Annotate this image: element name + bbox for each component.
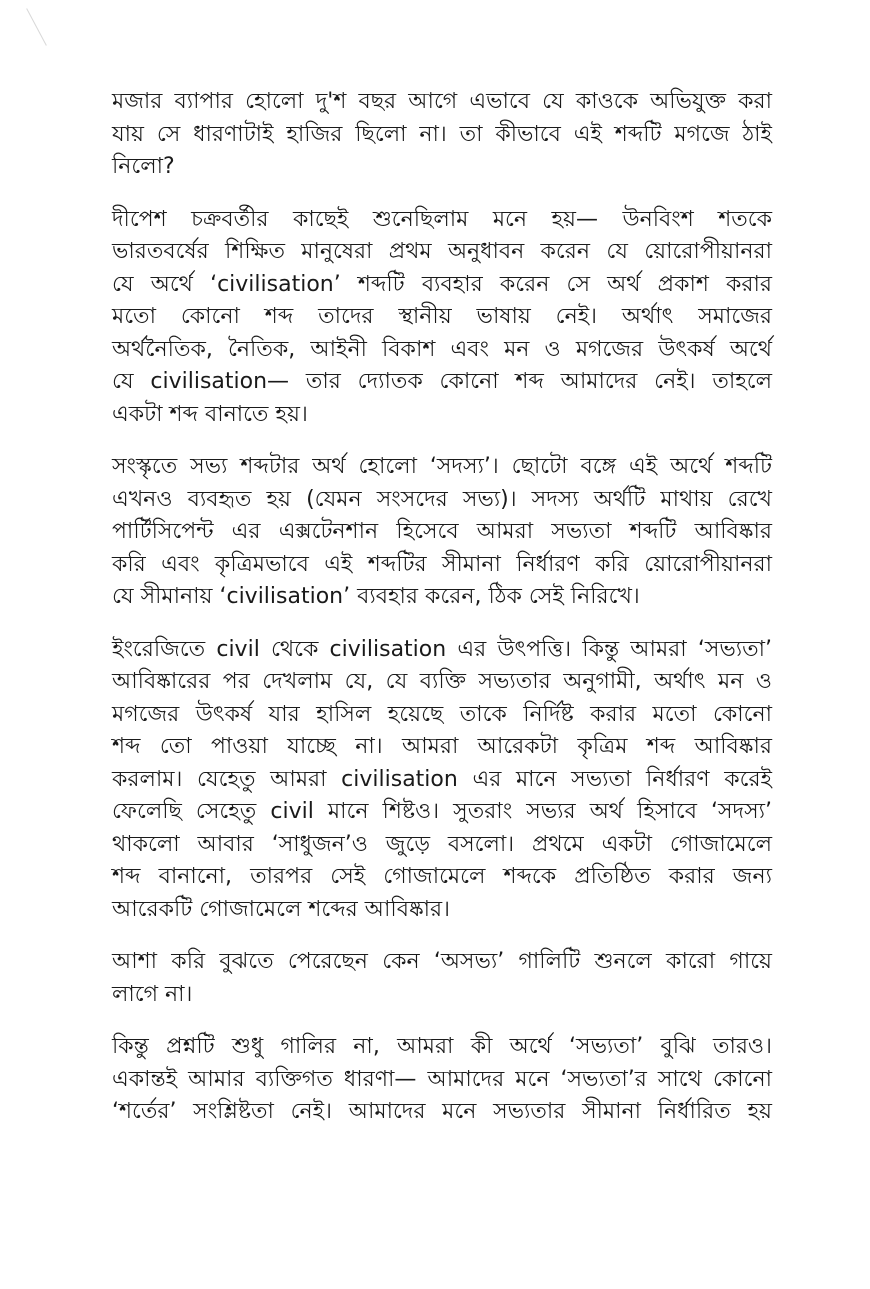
text-line: করি এবং কৃত্রিমভাবে এই শব্দটির সীমানা নির্ধারণ করি য়োরোপীয়ানরা: [112, 551, 772, 577]
text-line: শব্দ তো পাওয়া যাচ্ছে না। আমরা আরেকটা কৃত্রিম শব্দ আবিষ্কার: [112, 734, 772, 759]
text-line: কিন্তু প্রশ্নটি শুধু গালির না, আমরা কী অর্থে ‘সভ্যতা’ বুঝি তারও।: [112, 1034, 772, 1059]
text-line: মগজের উৎকর্ষ যার হাসিল হয়েছে তাকে নির্দিষ্ট করার মতো কোনো: [112, 701, 772, 727]
text-line: যে civilisation— তার দ্যোতক কোনো শব্দ আমাদের নেই। তাহলে: [112, 369, 772, 394]
paragraph: [112, 451, 772, 614]
text-line: যে অর্থে ‘civilisation’ শব্দটি ব্যবহার করেন সে অর্থ প্রকাশ করার: [112, 271, 772, 297]
text-line: আরেকটি গোজামেলে শব্দের আবিষ্কার।: [112, 896, 450, 922]
text-line: আশা করি বুঝতে পেরেছেন কেন ‘অসভ্য’ গালিটি শুনলে কারো গায়ে: [112, 949, 772, 974]
text-line: মজার ব্যাপার হোলো দু'শ বছর আগে এভাবে যে কাওকে অভিযুক্ত করা: [112, 89, 772, 114]
paragraph: [112, 1031, 772, 1129]
text-line: নিলো?: [112, 154, 175, 179]
text-line: এখনও ব্যবহৃত হয় (যেমন সংসদের সভ্য)। সদস্য অর্থটি মাথায় রেখে: [112, 486, 772, 512]
paragraph: [112, 86, 772, 184]
text-line: করলাম। যেহেতু আমরা civilisation এর মানে সভ্যতা নির্ধারণ করেই: [112, 766, 772, 792]
text-line: থাকলো আবার ‘সাধুজন’ও জুড়ে বসলো। প্রথমে একটা গোজামেলে: [112, 831, 772, 857]
paragraph: [112, 204, 772, 432]
paragraph: [112, 634, 772, 927]
text-line: শব্দ বানানো, তারপর সেই গোজামেলে শব্দকে প্রতিষ্ঠিত করার জন্য: [112, 864, 772, 889]
text-line: একান্তই আমার ব্যক্তিগত ধারণা— আমাদের মনে ‘সভ্যতা’র সাথে কোনো: [112, 1066, 772, 1092]
text-line: মতো কোনো শব্দ তাদের স্থানীয় ভাষায় নেই। অর্থাৎ সমাজের: [112, 304, 772, 329]
text-line: ফেলেছি সেহেতু civil মানে শিষ্টও। সুতরাং সভ্যর অর্থ হিসাবে ‘সদস্য’: [112, 799, 772, 824]
text-line: যে সীমানায় ‘civilisation’ ব্যবহার করেন, ঠিক সেই নিরিখে।: [112, 584, 640, 609]
text-line: ভারতবর্ষের শিক্ষিত মানুষেরা প্রথম অনুধাবন করেন যে য়োরোপীয়ানরা: [112, 239, 772, 264]
text-line: একটা শব্দ বানাতে হয়।: [112, 401, 308, 427]
text-line: দীপেশ চক্রবর্তীর কাছেই শুনেছিলাম মনে হয়— উনবিংশ শতকে: [112, 206, 772, 232]
text-line: অর্থনৈতিক, নৈতিক, আইনী বিকাশ এবং মন ও মগজের উৎকর্ষ অর্থে: [112, 336, 772, 362]
page-corner-mark: [26, 8, 47, 46]
text-line: লাগে না।: [112, 981, 193, 1007]
text-line: ‘শর্তের’ সংশ্লিষ্টতা নেই। আমাদের মনে সভ্যতার সীমানা নির্ধারিত হয়: [112, 1099, 772, 1124]
text-line: যায় সে ধারণাটাই হাজির ছিলো না। তা কীভাবে এই শব্দটি মগজে ঠাই: [112, 121, 772, 147]
paragraph: [112, 946, 772, 1011]
text-line: আবিষ্কারের পর দেখলাম যে, যে ব্যক্তি সভ্যতার অনুগামী, অর্থাৎ মন ও: [112, 669, 772, 694]
book-page-text: [112, 86, 772, 1149]
text-line: ইংরেজিতে civil থেকে civilisation এর উৎপত্তি। কিন্তু আমরা ‘সভ্যতা’: [112, 636, 772, 662]
text-line: পার্টিসিপেন্ট এর এক্সটেনশান হিসেবে আমরা সভ্যতা শব্দটি আবিষ্কার: [112, 519, 772, 544]
text-line: সংস্কৃতে সভ্য শব্দটার অর্থ হোলো ‘সদস্য’। ছোটো বঙ্গে এই অর্থে শব্দটি: [112, 454, 772, 479]
